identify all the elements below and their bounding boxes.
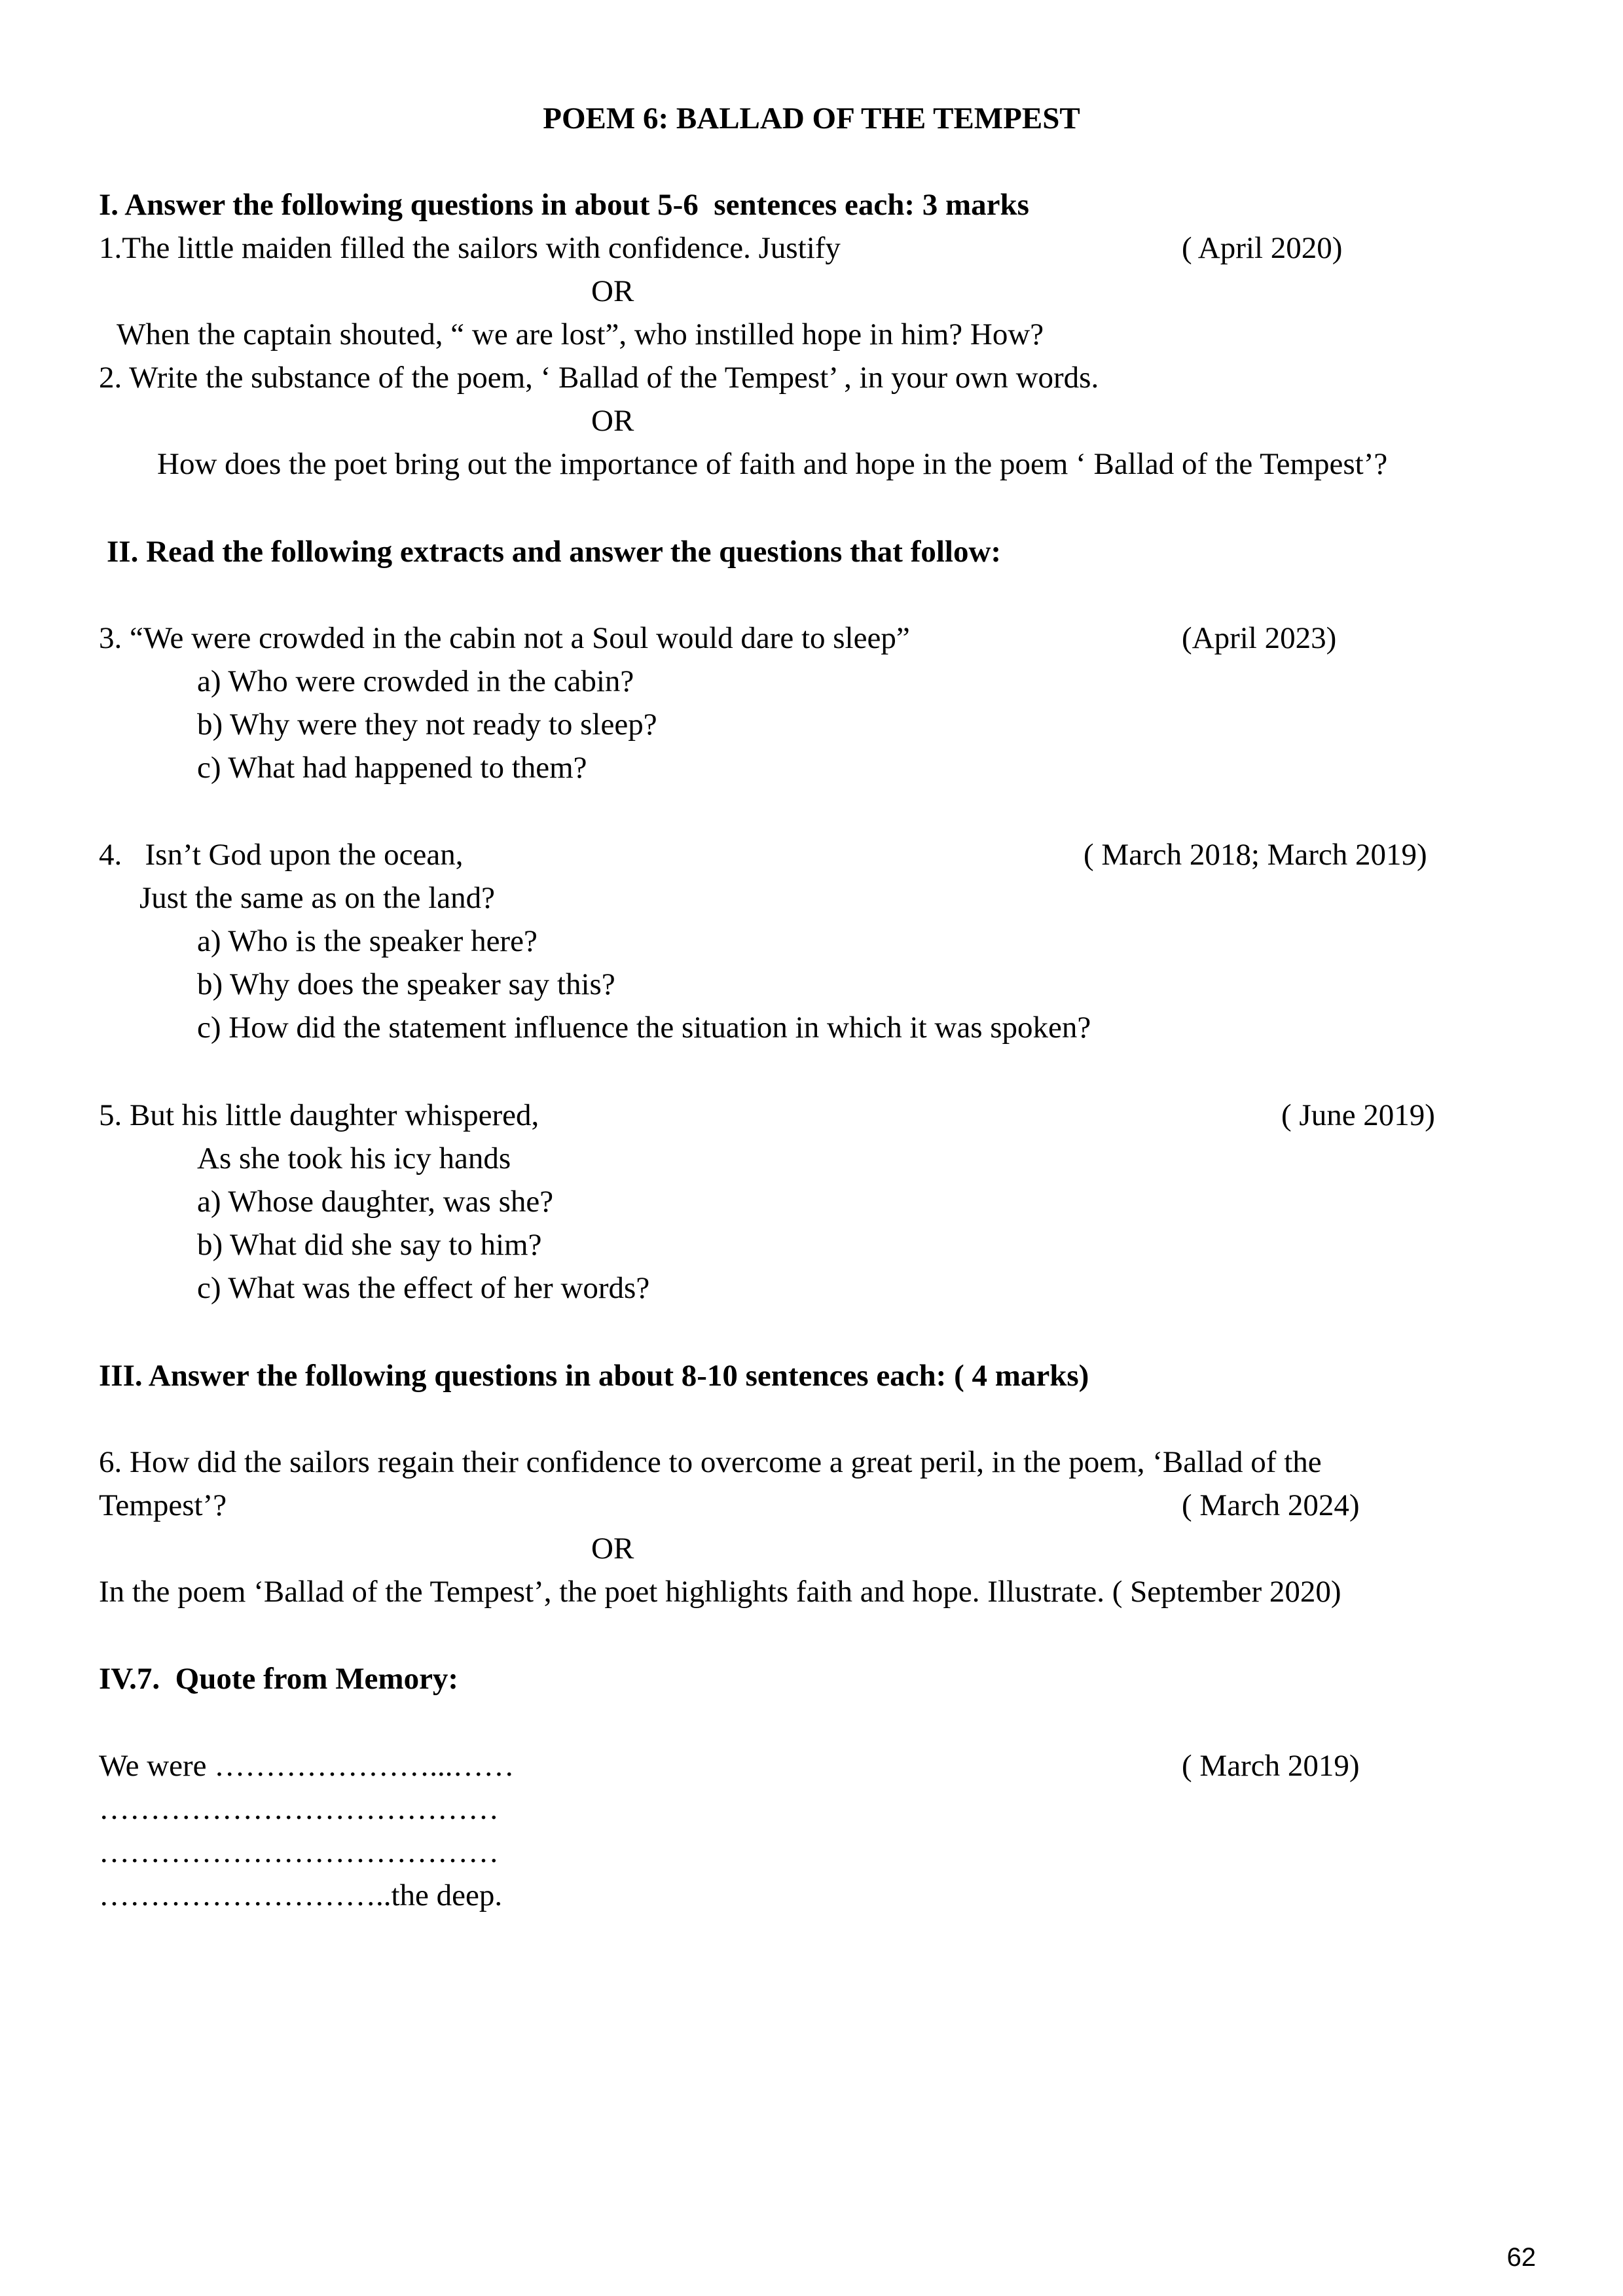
or-1: OR (591, 274, 634, 308)
section-1-heading: I. Answer the following questions in about 5-6 sentences each: 3 marks (99, 188, 1029, 222)
page-number: 62 (1506, 2243, 1536, 2272)
question-5: 5. But his little daughter whispered, (99, 1098, 539, 1132)
section-2-heading: II. Read the following extracts and answer the questions that follow: (107, 535, 1002, 569)
section-4-heading: IV.7. Quote from Memory: (99, 1662, 459, 1696)
question-3-date: (April 2023) (1182, 621, 1337, 655)
question-4: 4. Isn’t God upon the ocean, (99, 838, 464, 872)
question-3a: a) Who were crowded in the cabin? (197, 664, 634, 698)
question-3b: b) Why were they not ready to sleep? (197, 708, 657, 742)
quote-date: ( March 2019) (1182, 1749, 1360, 1783)
question-5b: b) What did she say to him? (197, 1228, 542, 1262)
question-3c: c) What had happened to them? (197, 751, 587, 785)
question-1-date: ( April 2020) (1182, 231, 1343, 265)
quote-line-2: ………………………………… (99, 1792, 499, 1826)
question-6-line-1: 6. How did the sailors regain their confidence to overcome a great peril, in the poem, ‘Ballad of the (99, 1445, 1322, 1479)
question-5-date: ( June 2019) (1281, 1098, 1435, 1132)
question-4c: c) How did the statement influence the situation in which it was spoken? (197, 1011, 1091, 1045)
or-2: OR (591, 404, 634, 438)
page-title: POEM 6: BALLAD OF THE TEMPEST (543, 101, 1080, 135)
question-6-line-2: Tempest’? (99, 1488, 227, 1522)
question-5c: c) What was the effect of her words? (197, 1271, 650, 1305)
question-6-alternative: In the poem ‘Ballad of the Tempest’, the poet highlights faith and hope. Illustrate. ( September 2020) (99, 1575, 1341, 1609)
or-3: OR (591, 1532, 634, 1566)
question-5a: a) Whose daughter, was she? (197, 1185, 554, 1219)
quote-line-1: We were …………………...…… (99, 1749, 515, 1783)
question-4a: a) Who is the speaker here? (197, 924, 538, 958)
question-3: 3. “We were crowded in the cabin not a Soul would dare to sleep” (99, 621, 910, 655)
question-4-date: ( March 2018; March 2019) (1084, 838, 1427, 872)
section-3-heading: III. Answer the following questions in about 8-10 sentences each: ( 4 marks) (99, 1359, 1089, 1393)
question-1-alternative: When the captain shouted, “ we are lost”, who instilled hope in him? How? (117, 317, 1044, 351)
question-4b: b) Why does the speaker say this? (197, 967, 615, 1001)
question-5-line-2: As she took his icy hands (197, 1141, 511, 1175)
question-6-date: ( March 2024) (1182, 1488, 1360, 1522)
question-1: 1.The little maiden filled the sailors with confidence. Justify (99, 231, 841, 265)
quote-line-3: ………………………………… (99, 1835, 499, 1869)
question-2: 2. Write the substance of the poem, ‘ Ballad of the Tempest’ , in your own words. (99, 361, 1099, 395)
question-4-line-2: Just the same as on the land? (139, 881, 495, 915)
question-2-alternative: How does the poet bring out the importance of faith and hope in the poem ‘ Ballad of the Tempest’? (157, 447, 1388, 481)
quote-line-4: ………………………..the deep. (99, 1878, 503, 1912)
